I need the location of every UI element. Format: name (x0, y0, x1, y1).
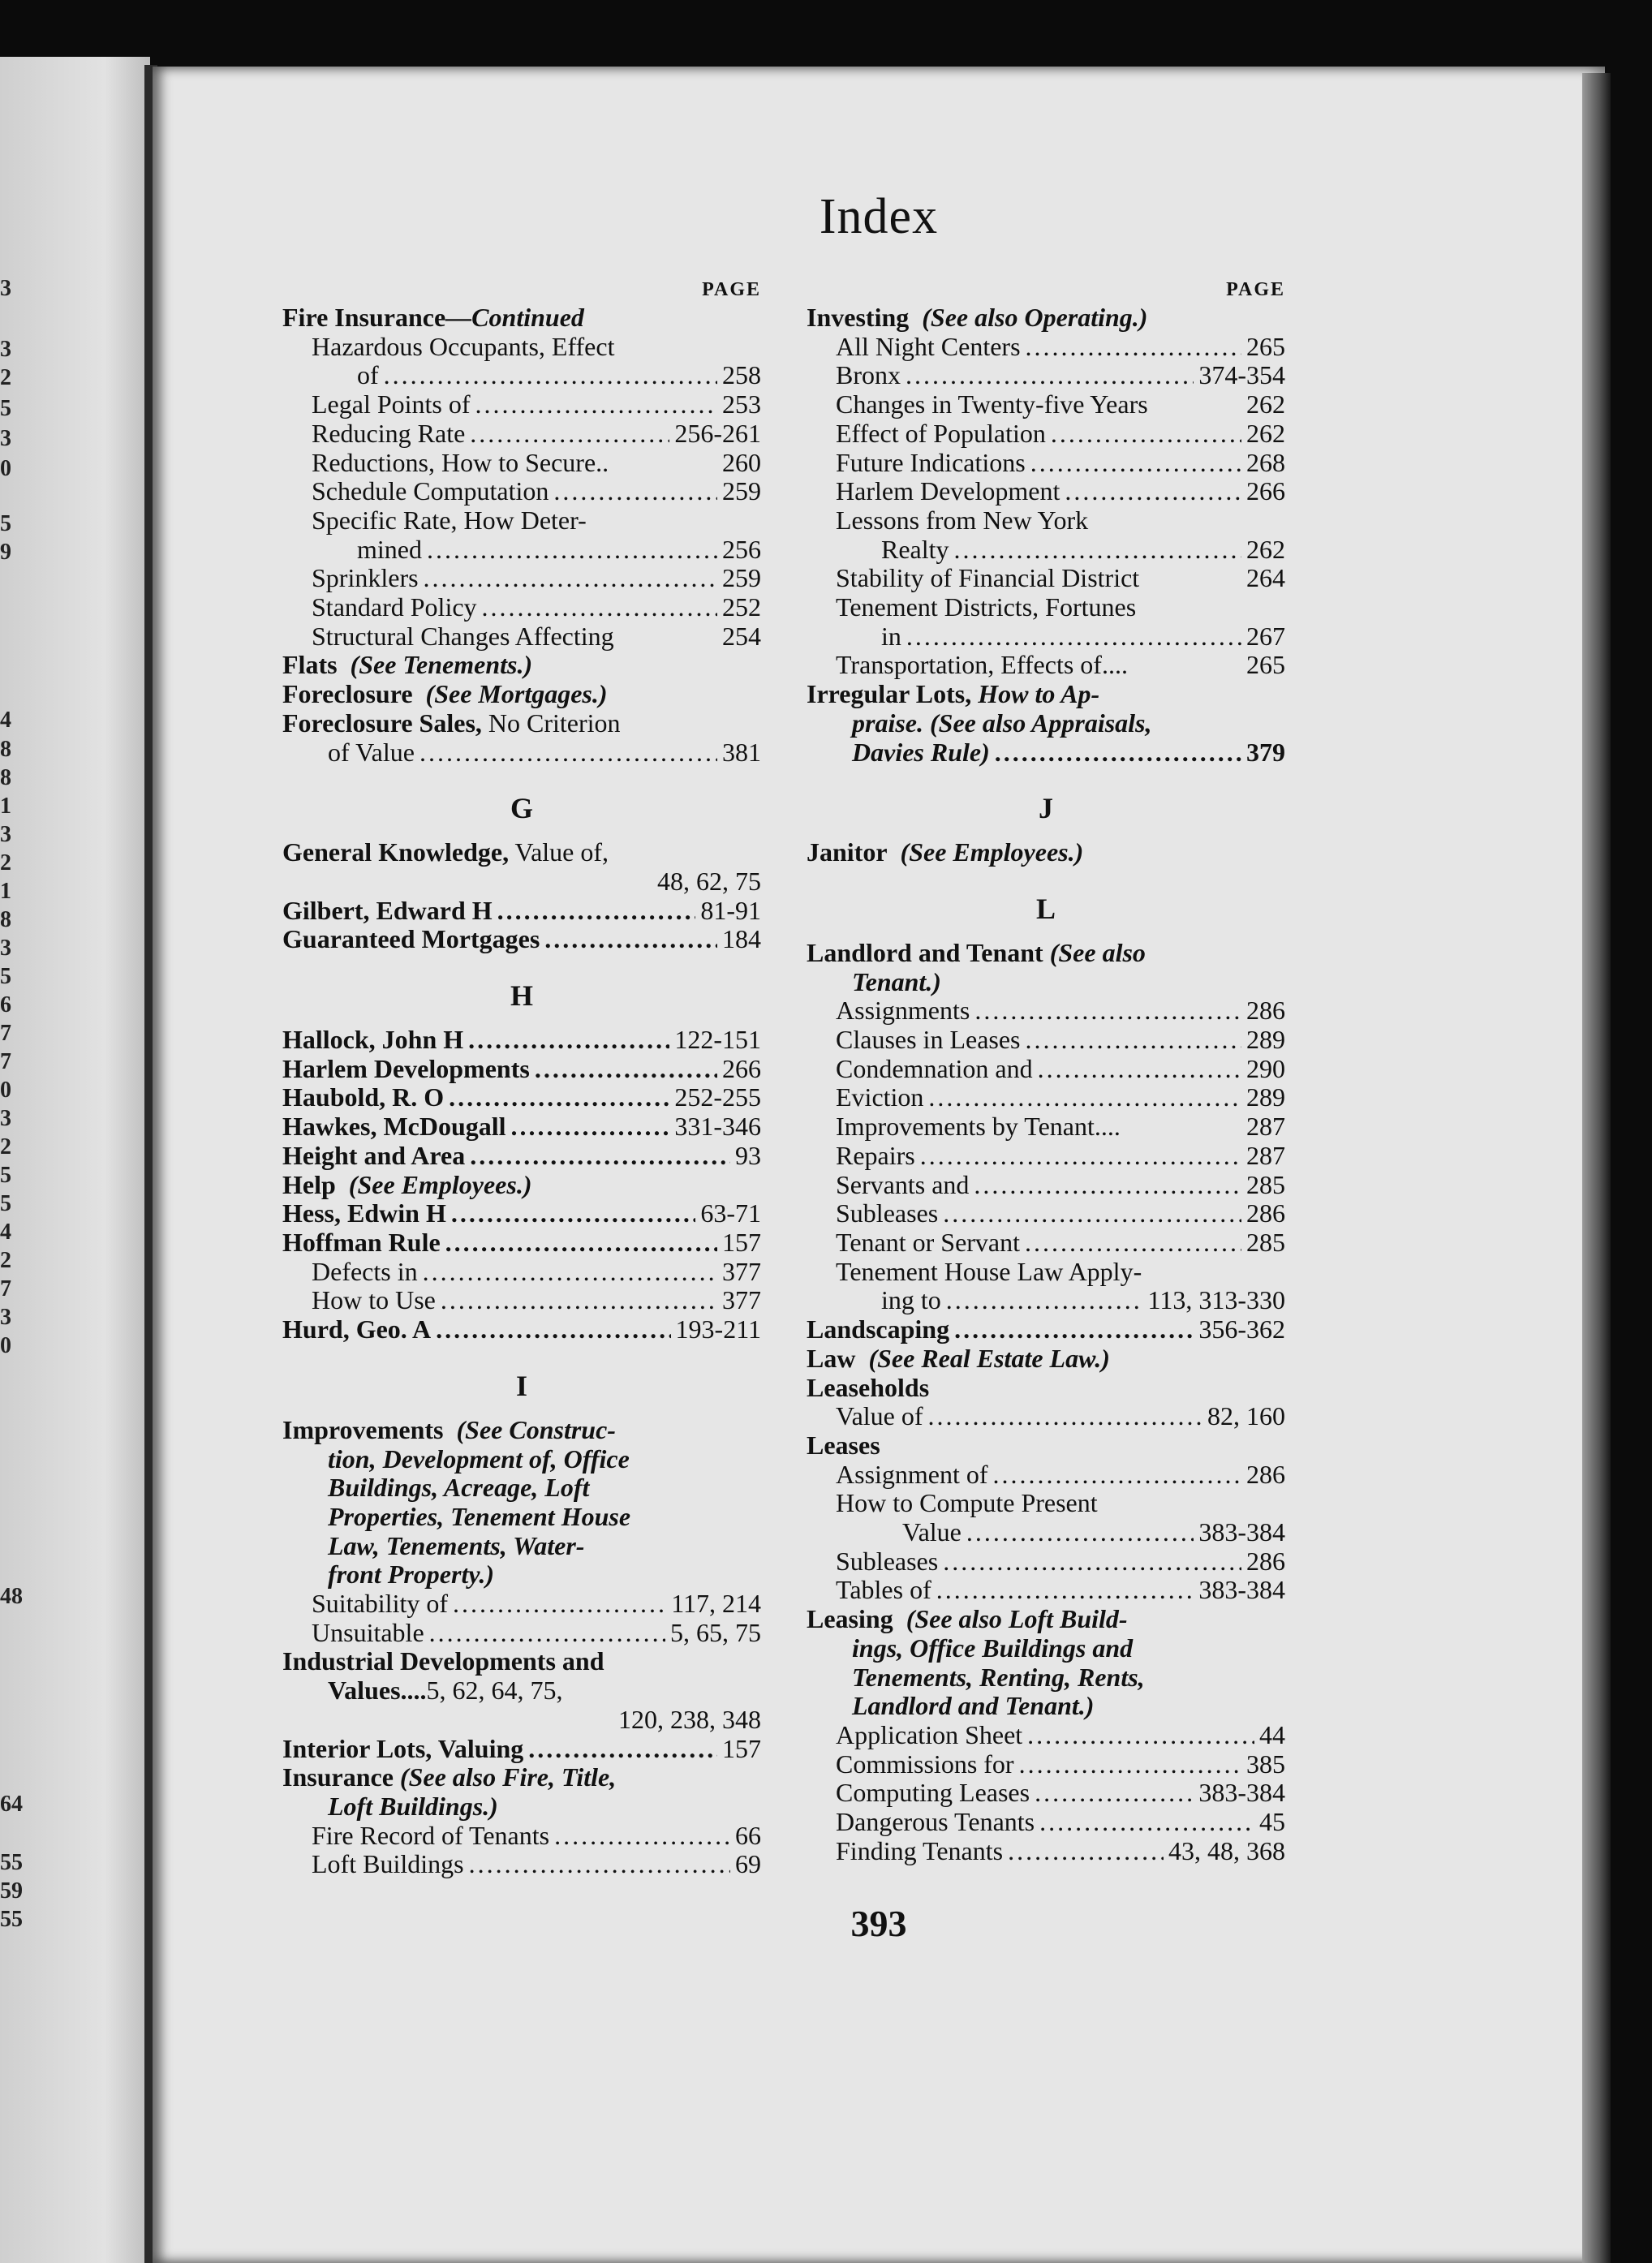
index-entry-pages: 120, 238, 348 (618, 1704, 761, 1734)
index-entry-continuation: praise. (See also Appraisals, (852, 708, 1152, 738)
margin-digit: 5 (0, 1191, 11, 1216)
index-entry-continuation: Law, Tenements, Water- (328, 1530, 585, 1560)
index-entry: Leaseholds (807, 1372, 930, 1402)
page-column-header: PAGE (702, 279, 761, 300)
index-subentry: Transportation, Effects of.... 265 (836, 650, 1285, 680)
margin-digit: 9 (0, 540, 11, 565)
index-entry: Guaranteed Mortgages ..... 184 (282, 925, 761, 954)
index-subentry: How to Compute Present (836, 1488, 1098, 1518)
index-subentry: Reducing Rate ..... 256-261 (312, 419, 761, 449)
margin-digit: 48 (0, 1584, 23, 1609)
index-entry: Help (See Employees.) (282, 1169, 532, 1199)
index-subentry: Structural Changes Affecting 254 (312, 621, 761, 651)
index-subentry: Unsuitable ..... 5, 65, 75 (312, 1619, 761, 1648)
margin-digit: 64 (0, 1792, 23, 1817)
index-subentry: Standard Policy ..... 252 (312, 593, 761, 622)
index-entry: Fire Insurance—Continued (282, 303, 584, 332)
index-entry-continuation: Tenements, Renting, Rents, (852, 1662, 1145, 1692)
margin-digit: 1 (0, 879, 11, 904)
index-subentry: Defects in ..... 377 (312, 1258, 761, 1287)
margin-digit: 3 (0, 426, 11, 451)
margin-digit: 2 (0, 365, 11, 390)
index-entry-continuation: tion, Development of, Office (328, 1443, 630, 1474)
index-entry: Leasing (See also Loft Build- (807, 1604, 1128, 1634)
index-entry-continuation: Buildings, Acreage, Loft (328, 1473, 590, 1503)
index-column-left (282, 279, 761, 1879)
index-subentry: in ..... 267 (836, 622, 1285, 652)
index-subentry: How to Use ..... 377 (312, 1286, 761, 1315)
index-entry-pages: 48, 62, 75 (657, 866, 761, 896)
index-subentry: Stability of Financial District 264 (836, 563, 1285, 593)
page-title: Index (819, 189, 939, 244)
index-entry-continuation: of Value ..... 381 (282, 738, 761, 768)
margin-digit: 5 (0, 511, 11, 536)
index-entry: Leases (807, 1430, 880, 1460)
margin-digit: 1 (0, 794, 11, 819)
section-letter: J (1039, 792, 1053, 825)
index-entry: Gilbert, Edward H ..... 81-91 (282, 897, 761, 926)
index-subentry: Subleases ..... 286 (836, 1199, 1285, 1228)
index-subentry: Repairs ..... 287 (836, 1142, 1285, 1171)
margin-digit: 0 (0, 1333, 11, 1358)
margin-digit: 4 (0, 1220, 11, 1245)
index-entry: Landlord and Tenant (See also (807, 937, 1146, 967)
index-subentry: Effect of Population ..... 262 (836, 419, 1285, 449)
margin-digit: 8 (0, 907, 11, 932)
index-subentry: Condemnation and ..... 290 (836, 1055, 1285, 1084)
section-letter: G (510, 792, 533, 825)
index-subentry: Value of ..... 82, 160 (836, 1402, 1285, 1431)
index-entry: Height and Area ..... 93 (282, 1142, 761, 1171)
index-subentry: Realty ..... 262 (836, 536, 1285, 565)
index-subentry: All Night Centers ..... 265 (836, 333, 1285, 362)
section-letter: H (510, 979, 533, 1013)
margin-digit: 5 (0, 964, 11, 989)
index-entry-continuation: Tenant.) (852, 966, 941, 996)
index-subentry: mined ..... 256 (312, 536, 761, 565)
margin-digit: 8 (0, 765, 11, 790)
margin-digit: 0 (0, 456, 11, 481)
index-entry: Improvements (See Construc- (282, 1414, 616, 1444)
index-entry-continuation: Davies Rule) ..... 379 (807, 738, 1285, 768)
index-entry: General Knowledge, Value of, (282, 837, 609, 867)
index-entry: Foreclosure (See Mortgages.) (282, 679, 608, 709)
index-entry: Flats (See Tenements.) (282, 650, 533, 680)
index-page (153, 67, 1605, 2263)
index-subentry: Value ..... 383-384 (836, 1518, 1285, 1547)
index-subentry: of ..... 258 (312, 361, 761, 390)
page-right-edge (1582, 73, 1611, 2263)
section-letter: L (1035, 892, 1056, 925)
index-subentry: Servants and ..... 285 (836, 1171, 1285, 1200)
index-subentry: Lessons from New York (836, 505, 1089, 535)
index-subentry: Changes in Twenty-five Years 262 (836, 389, 1285, 419)
margin-digit: 2 (0, 1248, 11, 1273)
index-entry-continuation: Properties, Tenement House (328, 1501, 631, 1531)
margin-digit: 0 (0, 1078, 11, 1103)
index-subentry: Reductions, How to Secure.. 260 (312, 447, 761, 477)
index-entry: Industrial Developments and (282, 1646, 604, 1676)
margin-digit: 3 (0, 1106, 11, 1131)
index-entry: Irregular Lots, How to Ap- (807, 679, 1100, 709)
index-entry: Harlem Developments ..... 266 (282, 1055, 761, 1084)
index-subentry: Loft Buildings ..... 69 (312, 1850, 761, 1879)
margin-digit: 2 (0, 850, 11, 876)
margin-digit: 7 (0, 1021, 11, 1046)
index-entry: Hess, Edwin H ..... 63-71 (282, 1199, 761, 1228)
index-subentry: Clauses in Leases ..... 289 (836, 1026, 1285, 1055)
margin-digit: 4 (0, 708, 11, 733)
index-subentry: Assignments ..... 286 (836, 996, 1285, 1026)
index-subentry: Tables of ..... 383-384 (836, 1576, 1285, 1605)
index-entry-continuation: Loft Buildings.) (328, 1791, 498, 1821)
index-subentry: Suitability of ..... 117, 214 (312, 1590, 761, 1619)
index-subentry: Computing Leases ..... 383-384 (836, 1779, 1285, 1808)
index-entry: Janitor (See Employees.) (807, 837, 1084, 867)
index-entry: Hawkes, McDougall ..... 331-346 (282, 1112, 761, 1142)
left-page-edge (0, 57, 150, 2263)
margin-digit: 7 (0, 1049, 11, 1074)
index-entry: Law (See Real Estate Law.) (807, 1343, 1110, 1373)
index-entry: Hurd, Geo. A ..... 193-211 (282, 1315, 761, 1344)
margin-digit: 5 (0, 396, 11, 421)
index-subentry: Commissions for ..... 385 (836, 1750, 1285, 1779)
index-entry-continuation: Landlord and Tenant.) (852, 1691, 1095, 1721)
index-entry: Investing (See also Operating.) (807, 303, 1148, 332)
margin-digit: 3 (0, 936, 11, 961)
index-subentry: Eviction ..... 289 (836, 1083, 1285, 1112)
index-subentry: Sprinklers ..... 259 (312, 564, 761, 593)
section-letter: I (515, 1369, 527, 1402)
page-number: 393 (850, 1903, 907, 1944)
index-entry: Insurance (See also Fire, Title, (282, 1762, 617, 1792)
index-column-right (807, 279, 1285, 1865)
index-entry: Foreclosure Sales, No Criterion (282, 708, 621, 738)
index-entry-continuation: Values....5, 62, 64, 75, (328, 1676, 563, 1706)
index-subentry: Subleases ..... 286 (836, 1547, 1285, 1577)
index-subentry: Harlem Development ..... 266 (836, 477, 1285, 506)
index-subentry: Specific Rate, How Deter- (312, 505, 587, 535)
index-subentry: Legal Points of ..... 253 (312, 390, 761, 419)
index-subentry: Future Indications ..... 268 (836, 449, 1285, 478)
index-subentry: Tenement Districts, Fortunes (836, 592, 1137, 622)
index-entry: Landscaping ..... 356-362 (807, 1315, 1285, 1344)
index-subentry: Bronx ..... 374-354 (836, 361, 1285, 390)
page-column-header: PAGE (1226, 279, 1285, 300)
index-entry-continuation: front Property.) (328, 1560, 495, 1590)
margin-digit: 55 (0, 1907, 23, 1932)
index-entry: Hallock, John H ..... 122-151 (282, 1026, 761, 1055)
index-entry-continuation: ings, Office Buildings and (852, 1633, 1134, 1663)
index-subentry: Dangerous Tenants ..... 45 (836, 1808, 1285, 1837)
margin-digit: 55 (0, 1850, 23, 1875)
margin-digit: 3 (0, 1305, 11, 1330)
index-subentry: Application Sheet ..... 44 (836, 1721, 1285, 1750)
margin-digit: 59 (0, 1878, 23, 1904)
index-subentry: Schedule Computation ..... 259 (312, 477, 761, 506)
margin-digit: 7 (0, 1276, 11, 1301)
index-subentry: ing to ..... 113, 313-330 (836, 1286, 1285, 1315)
margin-digit: 3 (0, 337, 11, 362)
index-entry: Hoffman Rule ..... 157 (282, 1228, 761, 1258)
index-entry: Interior Lots, Valuing ..... 157 (282, 1735, 761, 1764)
margin-digit: 5 (0, 1163, 11, 1188)
index-subentry: Improvements by Tenant.... 287 (836, 1112, 1285, 1142)
margin-digit: 3 (0, 822, 11, 847)
index-subentry: Tenant or Servant ..... 285 (836, 1228, 1285, 1258)
margin-digit: 2 (0, 1134, 11, 1159)
index-subentry: Fire Record of Tenants ..... 66 (312, 1822, 761, 1851)
margin-digit: 3 (0, 276, 11, 301)
index-subentry: Assignment of ..... 286 (836, 1461, 1285, 1490)
index-subentry: Hazardous Occupants, Effect (312, 331, 615, 361)
margin-digit: 8 (0, 737, 11, 762)
index-subentry: Tenement House Law Apply- (836, 1256, 1142, 1286)
index-subentry: Finding Tenants ..... 43, 48, 368 (836, 1837, 1285, 1866)
index-entry: Haubold, R. O ..... 252-255 (282, 1083, 761, 1112)
margin-digit: 6 (0, 992, 11, 1017)
